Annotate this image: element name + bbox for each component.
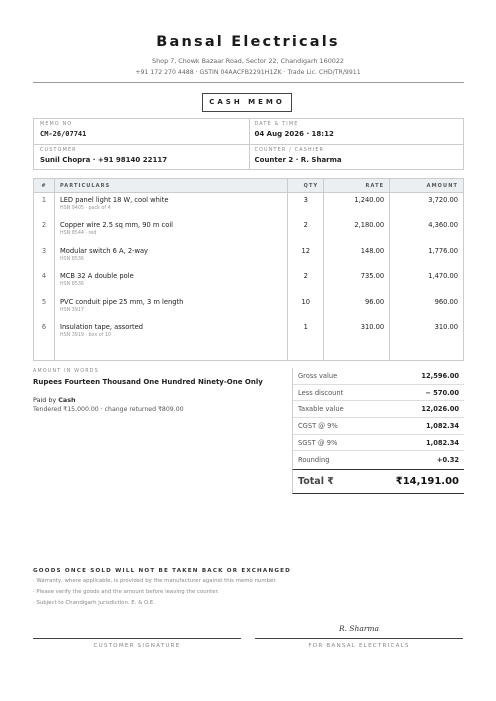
row-amount: 4,360.00 xyxy=(390,218,464,244)
row-qty: 3 xyxy=(288,193,324,219)
row-particulars xyxy=(54,218,287,244)
totals-label: Gross value xyxy=(298,371,338,380)
table-empty-row xyxy=(34,346,464,361)
terms-line: · Subject to Chandigarh jurisdiction. E. & O.E. xyxy=(33,600,155,606)
col-header-amount: AMOUNT xyxy=(390,179,464,193)
table-row xyxy=(34,269,464,295)
paid-method: Cash xyxy=(58,396,76,404)
totals-label: CGST @ 9% xyxy=(298,421,338,430)
tender-info: Tendered ₹15,000.00 · change returned ₹809.00 xyxy=(33,406,184,413)
item-name: Copper wire 2.5 sq mm, 90 m coil xyxy=(59,221,174,229)
row-qty: 2 xyxy=(288,218,324,244)
customer-signature-label: CUSTOMER SIGNATURE xyxy=(93,643,181,649)
row-amount: 1,470.00 xyxy=(390,269,464,295)
row-particulars xyxy=(54,269,287,295)
row-amount: 1,776.00 xyxy=(390,244,464,270)
date-cell xyxy=(249,119,464,145)
col-header-rate: RATE xyxy=(324,179,390,193)
item-hsn: HSN 9405 · pack of 4 xyxy=(59,206,111,211)
row-particulars xyxy=(54,320,287,346)
table-header-row xyxy=(34,179,464,193)
totals-value: 12,026.00 xyxy=(421,405,459,414)
header-divider xyxy=(33,82,464,83)
totals-label: SGST @ 9% xyxy=(298,438,338,447)
row-rate: 148.00 xyxy=(324,244,390,270)
shop-signature-label: FOR BANSAL ELECTRICALS xyxy=(308,643,410,649)
item-name: Insulation tape, assorted xyxy=(59,323,144,331)
row-number: 6 xyxy=(34,320,55,346)
item-hsn: HSN 3917 xyxy=(59,307,84,313)
memo-info-grid xyxy=(33,118,464,170)
item-hsn: HSN 8544 · red xyxy=(59,231,97,236)
row-number: 4 xyxy=(34,269,55,295)
item-name: PVC conduit pipe 25 mm, 3 m length xyxy=(59,297,184,306)
paid-prefix: Paid by xyxy=(33,396,59,404)
row-rate: 1,240.00 xyxy=(324,193,390,219)
row-amount: 3,720.00 xyxy=(390,193,464,219)
grand-total xyxy=(292,469,464,494)
col-header-num: # xyxy=(34,179,55,193)
counter-value: Counter 2 · R. Sharma xyxy=(254,156,342,164)
col-header-qty: QTY xyxy=(288,179,324,193)
counter-cell xyxy=(249,145,464,171)
shop-signature-line xyxy=(255,638,463,639)
shop-signature: R. Sharma xyxy=(338,624,380,633)
table-row xyxy=(34,295,464,321)
document-title: CASH MEMO xyxy=(202,93,292,112)
totals-block xyxy=(292,368,464,468)
terms-line: · Please verify the goods and the amount before leaving the counter. xyxy=(33,589,219,595)
totals-row xyxy=(293,385,464,402)
terms-line: · Warranty, where applicable, is provided by the manufacturer against this memo number. xyxy=(33,578,277,584)
totals-value: 1,082.34 xyxy=(426,421,459,430)
date-label: DATE & TIME xyxy=(254,122,299,127)
totals-label: Taxable value xyxy=(298,405,344,414)
memo-number-cell xyxy=(34,119,249,145)
shop-contact: +91 172 270 4488 · GSTIN 04AACFB2291H1ZK · Trade Lic. CHD/TR/9911 xyxy=(135,69,361,76)
counter-label: COUNTER / CASHIER xyxy=(254,148,325,153)
shop-address: Shop 7, Chowk Bazaar Road, Sector 22, Chandigarh 160022 xyxy=(152,57,344,65)
totals-value: 12,596.00 xyxy=(421,371,459,380)
col-header-particulars: PARTICULARS xyxy=(54,179,287,193)
row-particulars xyxy=(54,244,287,270)
item-name: Modular switch 6 A, 2-way xyxy=(59,246,149,255)
totals-value: +0.32 xyxy=(436,455,459,464)
totals-value: 1,082.34 xyxy=(426,438,459,447)
row-qty: 2 xyxy=(288,269,324,295)
item-hsn: HSN 8536 xyxy=(59,256,84,262)
row-rate: 735.00 xyxy=(324,269,390,295)
grand-total-label: Total ₹ xyxy=(298,476,334,487)
totals-row xyxy=(293,368,464,385)
row-amount: 960.00 xyxy=(390,295,464,321)
table-row xyxy=(34,193,464,219)
terms-heading: GOODS ONCE SOLD WILL NOT BE TAKEN BACK OR EXCHANGED xyxy=(33,568,292,574)
totals-row xyxy=(293,401,464,418)
totals-row xyxy=(293,451,464,468)
row-amount: 310.00 xyxy=(390,320,464,346)
item-hsn: HSN 8536 xyxy=(59,282,84,287)
row-rate: 96.00 xyxy=(324,295,390,321)
row-rate: 310.00 xyxy=(324,320,390,346)
totals-value: − 570.00 xyxy=(425,388,459,397)
row-number: 1 xyxy=(34,193,55,219)
shop-name: Bansal Electricals xyxy=(156,34,340,50)
row-number: 2 xyxy=(34,218,55,244)
row-qty: 1 xyxy=(288,320,324,346)
customer-label: CUSTOMER xyxy=(40,148,77,153)
row-rate: 2,180.00 xyxy=(324,218,390,244)
totals-row xyxy=(293,418,464,435)
row-number: 5 xyxy=(34,295,55,321)
row-qty: 12 xyxy=(288,244,324,270)
totals-label: Less discount xyxy=(298,388,344,397)
item-hsn: HSN 3919 · box of 10 xyxy=(59,333,111,338)
date-value: 04 Aug 2026 · 18:12 xyxy=(254,130,334,138)
row-number: 3 xyxy=(34,244,55,270)
customer-value: Sunil Chopra · +91 98140 22117 xyxy=(40,156,168,164)
items-table xyxy=(33,178,464,361)
customer-signature-line xyxy=(33,638,241,639)
amount-words: Rupees Fourteen Thousand One Hundred Ninety-One Only xyxy=(33,378,263,386)
table-row xyxy=(34,244,464,270)
totals-row xyxy=(293,435,464,452)
row-qty: 10 xyxy=(288,295,324,321)
table-row xyxy=(34,320,464,346)
payment-method xyxy=(33,396,76,404)
item-name: MCB 32 A double pole xyxy=(59,272,134,280)
item-name: LED panel light 18 W, cool white xyxy=(59,196,169,204)
totals-label: Rounding xyxy=(298,455,330,464)
memo-number-label: MEMO NO xyxy=(40,122,73,127)
row-particulars xyxy=(54,295,287,321)
amount-words-label: AMOUNT IN WORDS xyxy=(33,369,99,374)
row-particulars xyxy=(54,193,287,219)
memo-number: CM-26/07741 xyxy=(40,130,87,138)
customer-cell xyxy=(34,145,249,171)
table-row xyxy=(34,218,464,244)
grand-total-value: ₹14,191.00 xyxy=(395,476,459,487)
